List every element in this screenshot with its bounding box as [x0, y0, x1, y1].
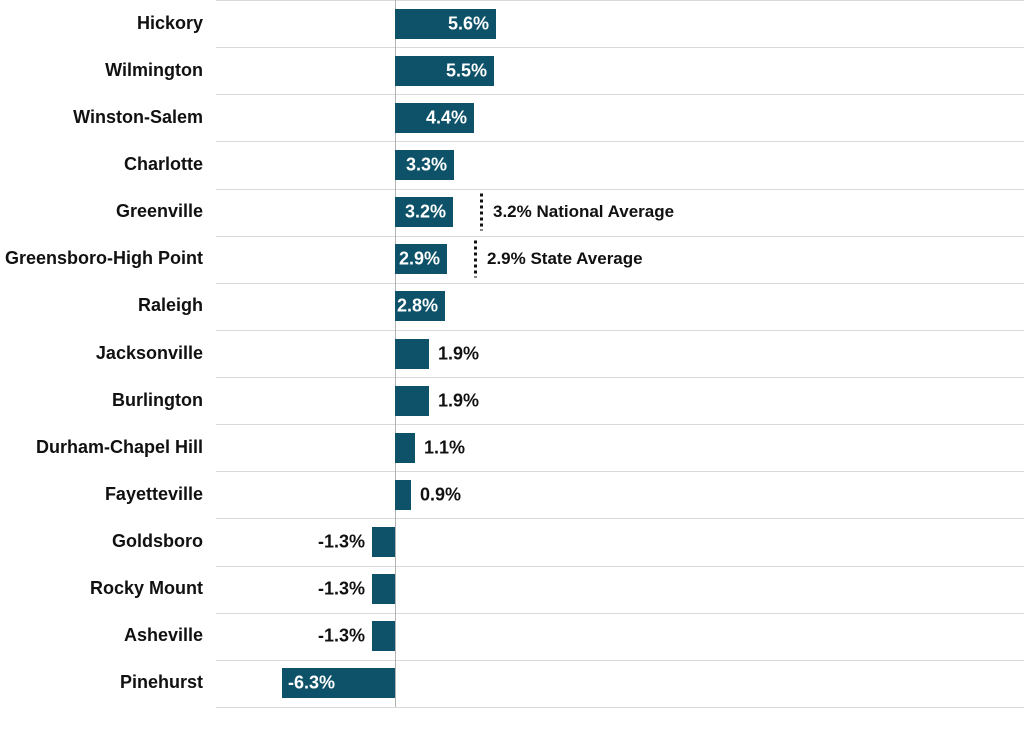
value-label: 5.6% — [447, 13, 489, 34]
value-label: 1.9% — [438, 390, 480, 411]
value-label: -1.3% — [317, 531, 365, 552]
category-label: Durham-Chapel Hill — [35, 437, 203, 457]
gridline — [216, 47, 1024, 48]
gridline — [216, 377, 1024, 378]
bar — [395, 480, 411, 510]
bar — [372, 574, 395, 604]
gridline — [216, 141, 1024, 142]
category-label: Raleigh — [137, 295, 203, 315]
bar — [395, 386, 429, 416]
gridline — [216, 330, 1024, 331]
category-label: Winston-Salem — [73, 107, 203, 127]
bar — [395, 433, 415, 463]
category-label: Wilmington — [105, 60, 203, 80]
average-annotation-label: 3.2% National Average — [493, 202, 675, 221]
value-label: 3.3% — [405, 154, 447, 175]
gridline — [216, 94, 1024, 95]
category-label: Goldsboro — [112, 531, 203, 551]
bar — [372, 527, 395, 557]
category-label: Fayetteville — [104, 484, 203, 504]
value-label: -6.3% — [288, 672, 336, 693]
gridline — [216, 660, 1024, 661]
gridline — [216, 613, 1024, 614]
category-label: Charlotte — [123, 154, 203, 174]
category-label: Rocky Mount — [89, 578, 203, 598]
value-label: 1.1% — [424, 437, 466, 458]
value-label: -1.3% — [317, 625, 365, 646]
gridline — [216, 518, 1024, 519]
gridline — [216, 189, 1024, 190]
value-label: 2.9% — [398, 248, 440, 269]
value-label: 0.9% — [420, 484, 462, 505]
gridline — [216, 566, 1024, 567]
gridline — [216, 236, 1024, 237]
bar — [395, 339, 429, 369]
gridline — [216, 707, 1024, 708]
category-label: Hickory — [136, 13, 203, 33]
gridline — [216, 283, 1024, 284]
average-annotation-label: 2.9% State Average — [487, 249, 643, 268]
value-label: 4.4% — [425, 107, 467, 128]
value-label: -1.3% — [317, 578, 365, 599]
gridline — [216, 471, 1024, 472]
value-label: 5.5% — [445, 60, 487, 81]
value-label: 1.9% — [438, 343, 480, 364]
category-label: Jacksonville — [95, 343, 203, 363]
category-label: Asheville — [123, 625, 203, 645]
average-marker-dotted-line — [474, 241, 477, 278]
category-label: Greenville — [115, 201, 203, 221]
average-marker-dotted-line — [480, 194, 483, 231]
value-label: 2.8% — [396, 295, 438, 316]
gridline — [216, 424, 1024, 425]
category-label: Greensboro-High Point — [5, 248, 203, 268]
bar — [372, 621, 395, 651]
gridline — [216, 0, 1024, 1]
category-label: Pinehurst — [119, 672, 203, 692]
value-label: 3.2% — [404, 201, 446, 222]
category-label: Burlington — [112, 390, 203, 410]
